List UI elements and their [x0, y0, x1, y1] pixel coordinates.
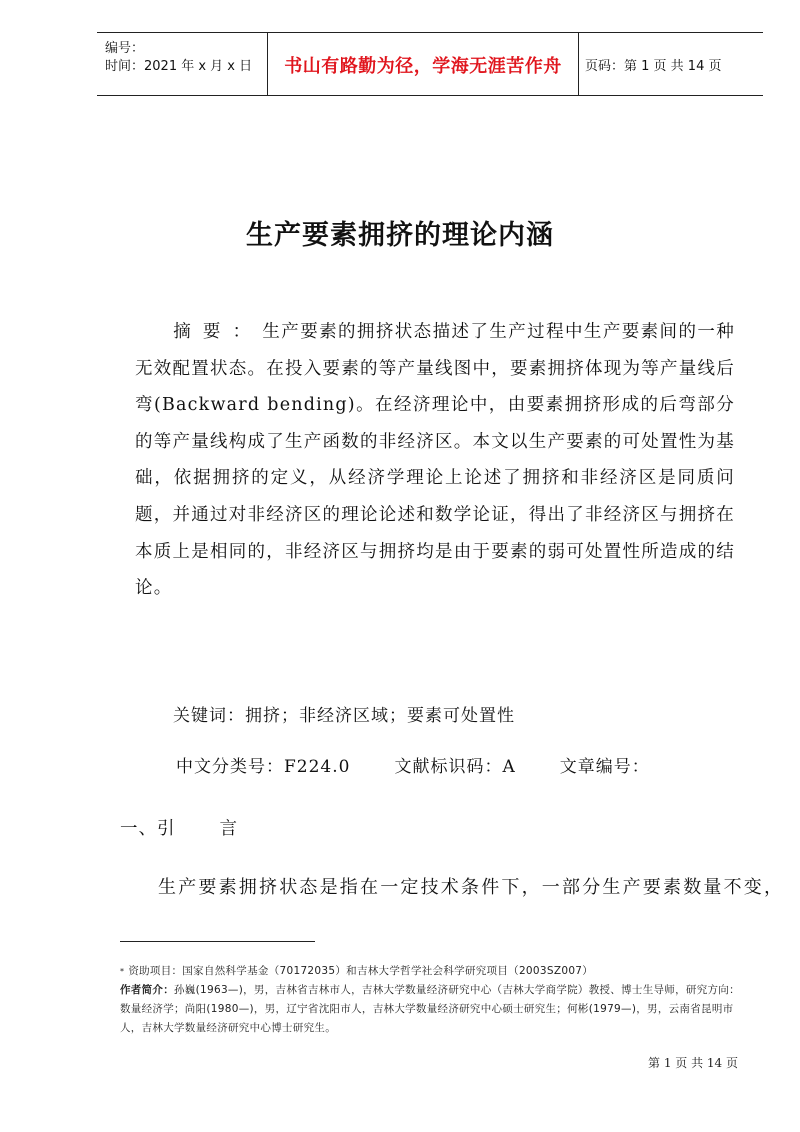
author-note — [120, 981, 742, 1038]
footnote-divider — [120, 941, 315, 942]
page-info: 页码：第 1 页 共 14 页 — [585, 59, 722, 74]
footnote — [120, 962, 742, 1038]
abstract-text: 生产要素的拥挤状态描述了生产过程中生产要素间的一种无效配置状态。在投入要素的等产量线图中，要素拥挤体现为等产量线后弯(Backward bending)。在经济理论中，由要素拥挤形成的后弯部分的等产量线构成了生产函数的非经济区。本文以生产要素的可处置性为基础，依据拥挤的定义，从经济学理论上论述了拥挤和非经济区是同质问题，并通过对非经济区的理论论述和数学论证，得出了非经济区与拥挤在本质上是相同的，非经济区与拥挤均是由于要素的弱可处置性所造成的结论。 — [135, 322, 736, 599]
funding-text: 资助项目：国家自然科学基金（70172035）和吉林大学哲学社会科学研究项目（2003SZ007） — [128, 965, 594, 977]
time-label: 时间：2021 年 x 月 x 日 — [105, 59, 253, 74]
article-number: 文章编号： — [559, 757, 650, 777]
section-heading — [120, 815, 238, 840]
clc-number: 中文分类号：F224.0 — [176, 757, 351, 777]
doc-code: 文献标识码：A — [394, 757, 516, 777]
abstract — [135, 314, 735, 607]
header-page-cell — [577, 33, 763, 95]
body-paragraph: 生产要素拥挤状态是指在一定技术条件下，一部分生产要素数量不变， — [158, 877, 785, 898]
paper-title: 生产要素拥挤的理论内涵 — [246, 220, 554, 251]
classification-line — [176, 752, 694, 777]
keywords: 关键词：拥挤；非经济区域；要素可处置性 — [173, 706, 515, 726]
section-title: 言 — [219, 819, 238, 839]
authors-text: 孙巍(1963—)，男，吉林省吉林市人，吉林大学数量经济研究中心（吉林大学商学院）教授、博士生导师，研究方向：数量经济学；尚阳(1980—)，男，辽宁省沈阳市人，吉林大学数量经济研究中心硕士研究生；何彬(1979—)，男，云南省昆明市人，吉林大学数量经济研究中心博士研究生。 — [120, 984, 740, 1034]
header-motto-cell — [267, 33, 579, 95]
funding-note — [120, 962, 742, 981]
footnote-mark: * — [120, 967, 125, 976]
serial-label: 编号： — [105, 41, 145, 56]
page-footer: 第 1 页 共 14 页 — [648, 1056, 738, 1070]
abstract-label: 摘要： — [173, 322, 263, 342]
section-number: 一、引 — [120, 819, 176, 839]
header-table — [97, 32, 763, 96]
header-left-cell — [97, 33, 267, 95]
motto: 书山有路勤为径，学海无涯苦作舟 — [284, 56, 562, 77]
authors-label: 作者简介： — [120, 984, 174, 996]
